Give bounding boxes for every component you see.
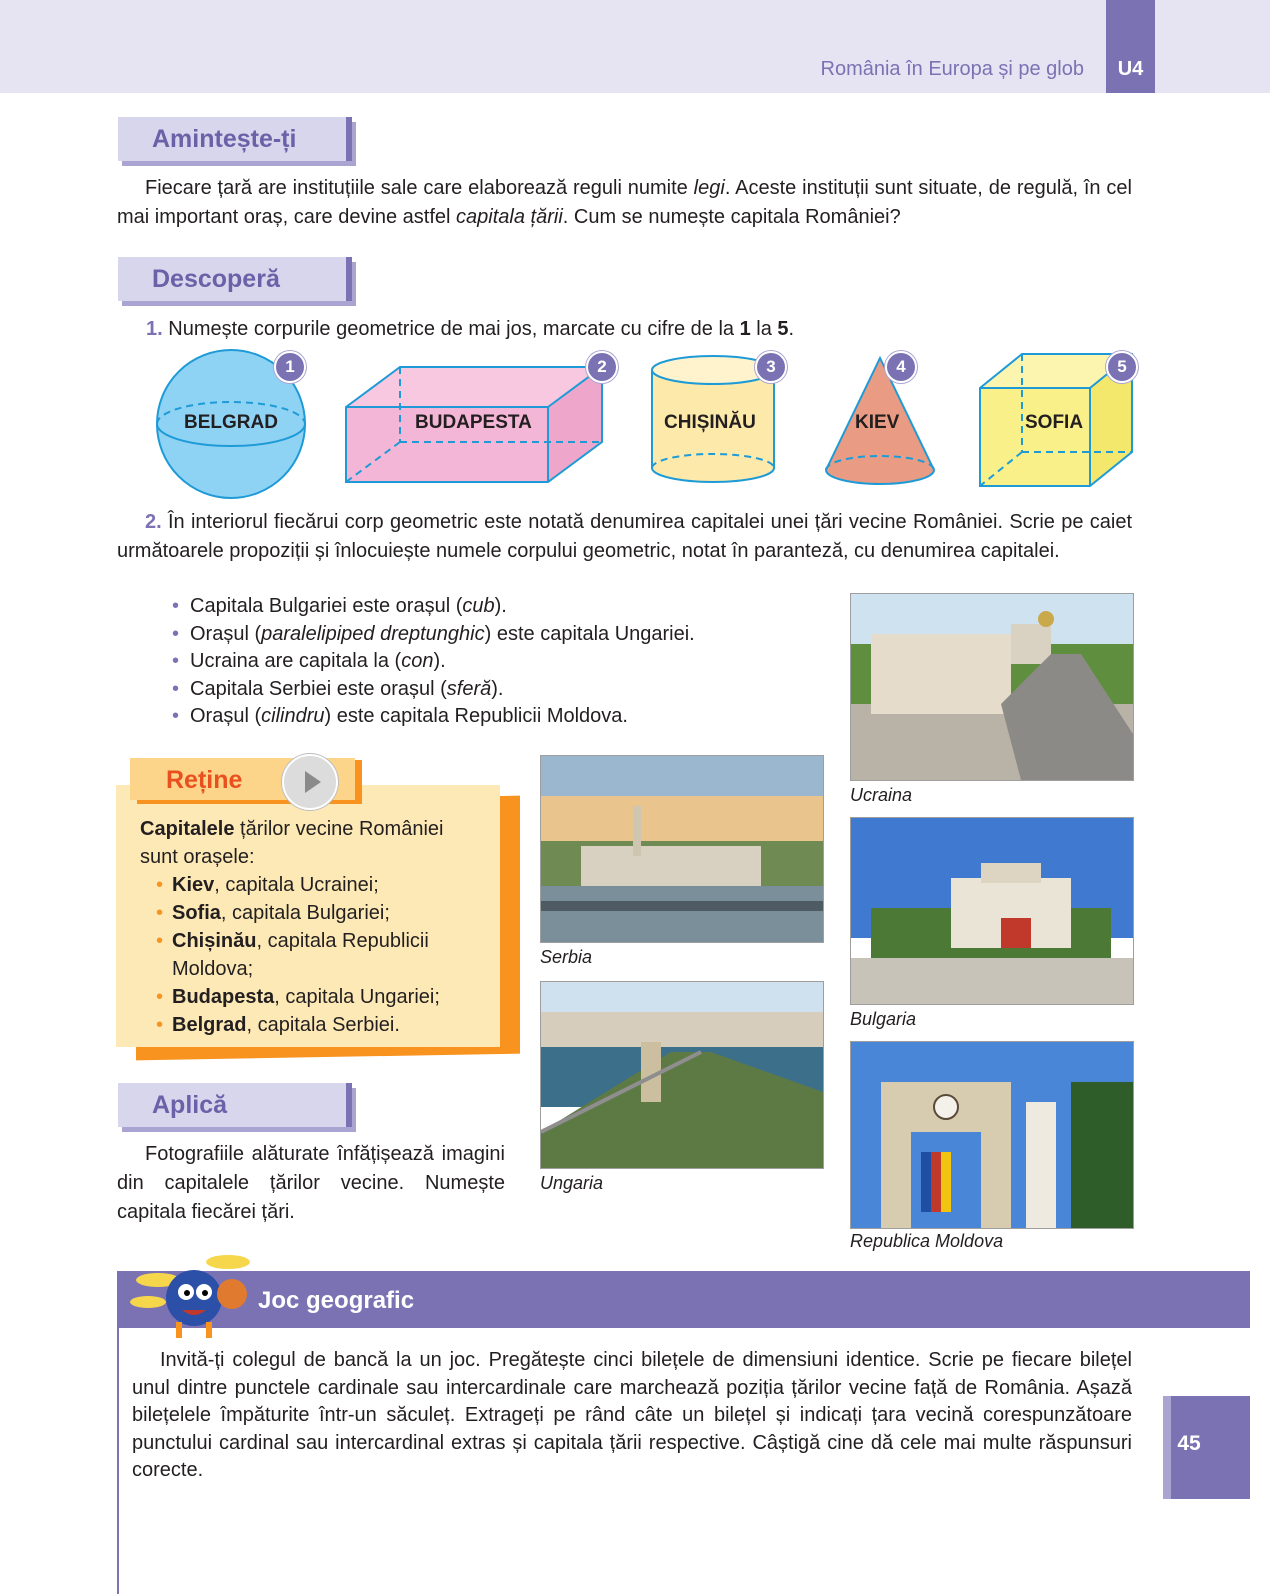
list-item: • Capitala Serbiei este orașul (sferă).	[172, 676, 695, 704]
text-run-italic: capitala țării	[456, 206, 563, 228]
section-title: Amintește-ți	[152, 125, 297, 153]
section-title: Aplică	[152, 1091, 228, 1119]
task-2	[117, 508, 1132, 566]
page-number: 45	[1177, 1432, 1201, 1455]
text-run-bold: 5	[777, 318, 789, 340]
shape-label-belgrad: BELGRAD	[184, 412, 278, 433]
aplica-paragraph: Fotografiile alăturate înfățișează imagini din capitalele țărilor vecine. Numește capitala fiecărei țări.	[117, 1143, 505, 1223]
text-run-italic: legi	[693, 177, 725, 199]
list-item: • Budapesta, capitala Ungariei;	[140, 983, 480, 1011]
task-number: 2.	[145, 511, 162, 533]
game-paragraph: Invită-ți colegul de bancă la un joc. Pregătește cinci bilețele de dimensiuni identice. Scrie pe fiecare bilețel unul dintre punctele cardinale sau intercardinale care marchează poziția țărilor vecine față de România. Așază bilețelele împăturite într-un săculeț. Extrageți pe rând câte un bilețel și indicați țara vecină corespunzătoare punctului cardinal sau intercardinal extras și capitala țării respective. Câștigă cine dă cele mai multe răspunsuri corecte.	[132, 1349, 1132, 1481]
shape-number-badge: 4	[885, 351, 917, 383]
shape-number-badge: 3	[755, 351, 787, 383]
photo-kiev	[850, 593, 1134, 781]
aminteste-paragraph	[117, 174, 1132, 232]
text-run: . Cum se numește capitala României?	[562, 206, 901, 228]
section-title: Descoperă	[152, 265, 280, 293]
text-run: . Aceste instituții sunt situate, de regulă, în cel mai important oraș, care devine astfel	[117, 177, 1132, 228]
photo-chisinau	[850, 1041, 1134, 1229]
caption-moldova: Republica Moldova	[850, 1231, 1004, 1251]
text-run-bold: 1	[739, 318, 751, 340]
shape-label-kiev: KIEV	[855, 412, 900, 433]
game-left-border	[117, 1328, 119, 1594]
play-button[interactable]	[282, 754, 338, 810]
retine-intro: Capitalele țărilor vecine României sunt orașele:	[140, 818, 444, 868]
text-run: la	[750, 318, 778, 340]
caption-ungaria: Ungaria	[540, 1173, 604, 1193]
retine-content	[140, 815, 480, 1039]
shape-number-badge: 5	[1106, 351, 1138, 383]
list-item: • Kiev, capitala Ucrainei;	[140, 871, 480, 899]
photo-sofia	[850, 817, 1134, 1005]
caption-bulgaria: Bulgaria	[850, 1009, 917, 1029]
shape-label-chisinau: CHIȘINĂU	[664, 412, 756, 433]
game-title: Joc geografic	[258, 1287, 415, 1314]
text-run: În interiorul fiecărui corp geometric este notată denumirea capitalei unei țări vecine României. Scrie pe caiet următoarele propoziții și înlocuiește numele corpului geometric, notat în paranteză, cu denumirea capitalei.	[117, 511, 1132, 562]
sentence-list	[172, 593, 695, 731]
list-item: • Orașul (cilindru) este capitala Republicii Moldova.	[172, 703, 695, 731]
photo-budapest	[540, 981, 824, 1169]
caption-serbia: Serbia	[540, 947, 593, 967]
text-run: Fiecare țară are instituțiile sale care elaborează reguli numite	[145, 177, 694, 199]
caption-ucraina: Ucraina	[850, 785, 913, 805]
text-run: .	[788, 318, 795, 340]
section-tab-descopera	[118, 257, 352, 301]
section-tab-aminteste	[118, 117, 352, 161]
list-item: • Orașul (paralelipiped dreptunghic) este capitala Ungariei.	[172, 621, 695, 649]
list-item: • Capitala Bulgariei este orașul (cub).	[172, 593, 695, 621]
mascot-illustration	[128, 1254, 260, 1344]
section-tab-aplica	[118, 1083, 352, 1127]
shape-number-badge: 1	[274, 351, 306, 383]
shape-label-budapesta: BUDAPESTA	[415, 412, 532, 433]
list-item: • Chișinău, capitala Republicii Moldova;	[140, 927, 472, 983]
list-item: • Belgrad, capitala Serbiei.	[140, 1011, 480, 1039]
unit-label: U4	[1117, 58, 1144, 80]
retine-title: Reține	[166, 766, 243, 794]
list-item: • Sofia, capitala Bulgariei;	[140, 899, 480, 927]
task-number: 1.	[146, 318, 163, 340]
header-title: România în Europa și pe glob	[820, 58, 1084, 80]
shape-number-badge: 2	[586, 351, 618, 383]
shape-label-sofia: SOFIA	[1025, 412, 1084, 433]
text-run: Numește corpurile geometrice de mai jos, marcate cu cifre de la	[168, 318, 740, 340]
photo-belgrade	[540, 755, 824, 943]
list-item: • Ucraina are capitala la (con).	[172, 648, 695, 676]
